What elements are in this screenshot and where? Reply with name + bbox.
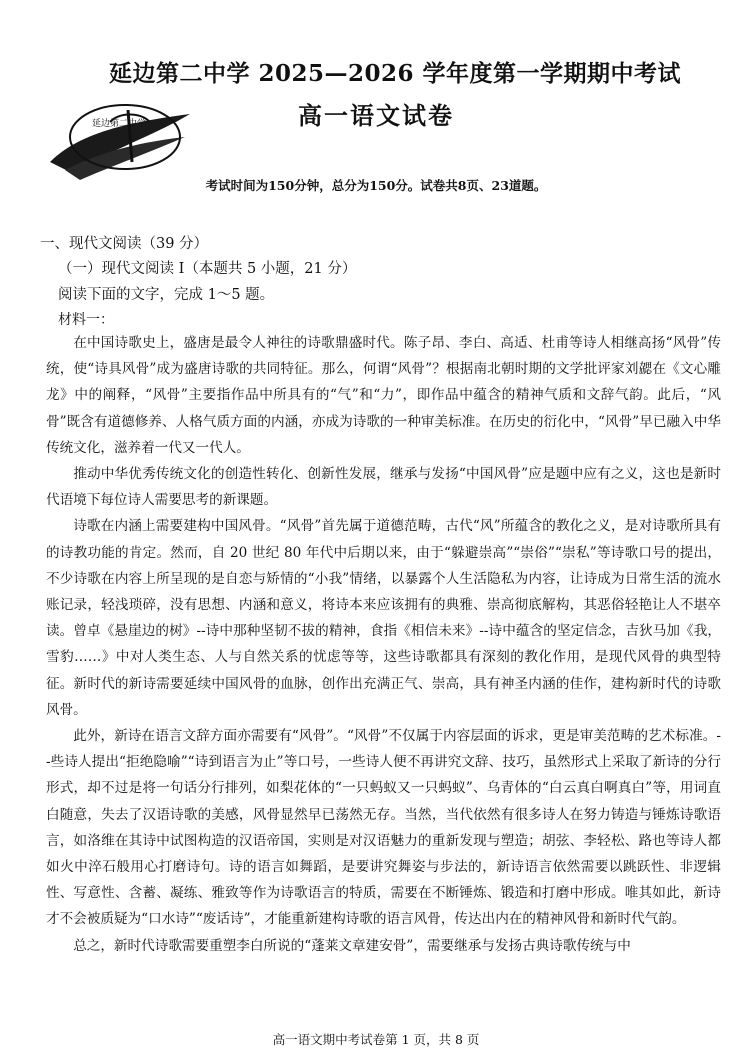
page-footer: 高一语文期中考试卷第 1 页，共 8 页 [272,1032,480,1047]
exam-info: 考试时间为150分钟，总分为150分。试卷共8页、23道题。 [205,178,547,193]
material-label: 材料一： [58,312,114,328]
exam-subtitle: 高一语文试卷 [298,101,454,130]
passage-body [46,330,721,959]
reading-instruction: 阅读下面的文字，完成 1～5 题。 [58,287,275,303]
exam-title: 延边第二中学 2025—2026 学年度第一学期期中考试 [108,60,682,87]
section-heading: 一、现代文阅读（39 分） [40,236,209,252]
paragraph: 诗歌在内涵上需要建构中国风骨。“风骨”首先属于道德范畴，古代“风”所蕴含的教化之义，是对诗歌所具有的诗教功能的肯定。然而，自 20 世纪 80 年代中后期以来，由于“躲避崇高”“崇俗”“崇私”等诗歌口号的提出，不少诗歌在内容上所呈现的是自恋与矫情的“小我”情绪，以暴露个人生活隐私为内容，让诗成为日常生活的流水账记录，轻浅琐碎，没有思想、内涵和意义，将诗本来应该拥有的典雅、崇高彻底解构，其恶俗轻艳让人不堪卒读。曾卓《悬崖边的树》--诗中那种坚韧不拔的精神，食指《相信未来》--诗中蕴含的坚定信念，吉狄马加《我，雪豹……》中对人类生态、人与自然关系的忧虑等等，这些诗歌都具有深刻的教化作用，是现代风骨的典型特征。新时代的新诗需要延续中国风骨的血脉，创作出充满正气、崇高，具有神圣内涵的佳作，建构新时代的诗歌风骨。 [46,518,721,718]
subsection-heading: （一）现代文阅读 I（本题共 5 小题，21 分） [58,261,357,277]
paragraph: 推动中华优秀传统文化的创造性转化、创新性发展，继承与发扬“中国风骨”应是题中应有之义，这也是新时代语境下每位诗人需要思考的新课题。 [46,466,721,509]
logo-text: 延边第二中学 [92,119,147,129]
paragraph: 在中国诗歌史上，盛唐是最令人神往的诗歌鼎盛时代。陈子昂、李白、高适、杜甫等诗人相继高扬“风骨”传统，使“诗具风骨”成为盛唐诗歌的共同特征。那么，何谓“风骨”？根据南北朝时期的文学批评家刘勰在《文心雕龙》中的阐释，“风骨”主要指作品中所具有的“气”和“力”，即作品中蕴含的精神气质和文辞气韵。此后，“风骨”既含有道德修养、人格气质方面的内涵，亦成为诗歌的一种审美标准。在历史的衍化中，“风骨”早已融入中华传统文化，滋养着一代又一代人。 [46,335,721,456]
paragraph: 总之，新时代诗歌需要重塑李白所说的“蓬莱文章建安骨”，需要继承与发扬古典诗歌传统与中 [73,937,631,954]
paragraph: 此外，新诗在语言文辞方面亦需要有“风骨”。“风骨”不仅属于内容层面的诉求，更是审美范畴的艺术标准。--些诗人提出“拒绝隐喻”“诗到语言为止”等口号，一些诗人便不再讲究文辞、技巧，虽然形式上采取了新诗的分行形式，却不过是将一句话分行排列，如梨花体的“一只蚂蚁又一只蚂蚁”、乌青体的“白云真白啊真白”等，用词直白随意，失去了汉语诗歌的美感，风骨显然早已荡然无存。当然，当代依然有很多诗人在努力铸造与锤炼诗歌语言，如洛维在其诗中试图构造的汉语帝国，实则是对汉语魅力的重新发现与塑造；胡弦、李轻松、路也等诗人都如火中淬石般用心打磨诗句。诗的语言如舞蹈，是要讲究舞姿与步法的，新诗语言依然需要以跳跃性、非逻辑性、写意性、含蓄、凝练、雅致等作为诗歌语言的特质，需要在不断锤炼、锻造和打磨中形成。唯其如此，新诗才不会被质疑为“口水诗”“废话诗”，才能重新建构诗歌的语言风骨，传达出内在的精神风骨和新时代气韵。 [46,728,721,928]
